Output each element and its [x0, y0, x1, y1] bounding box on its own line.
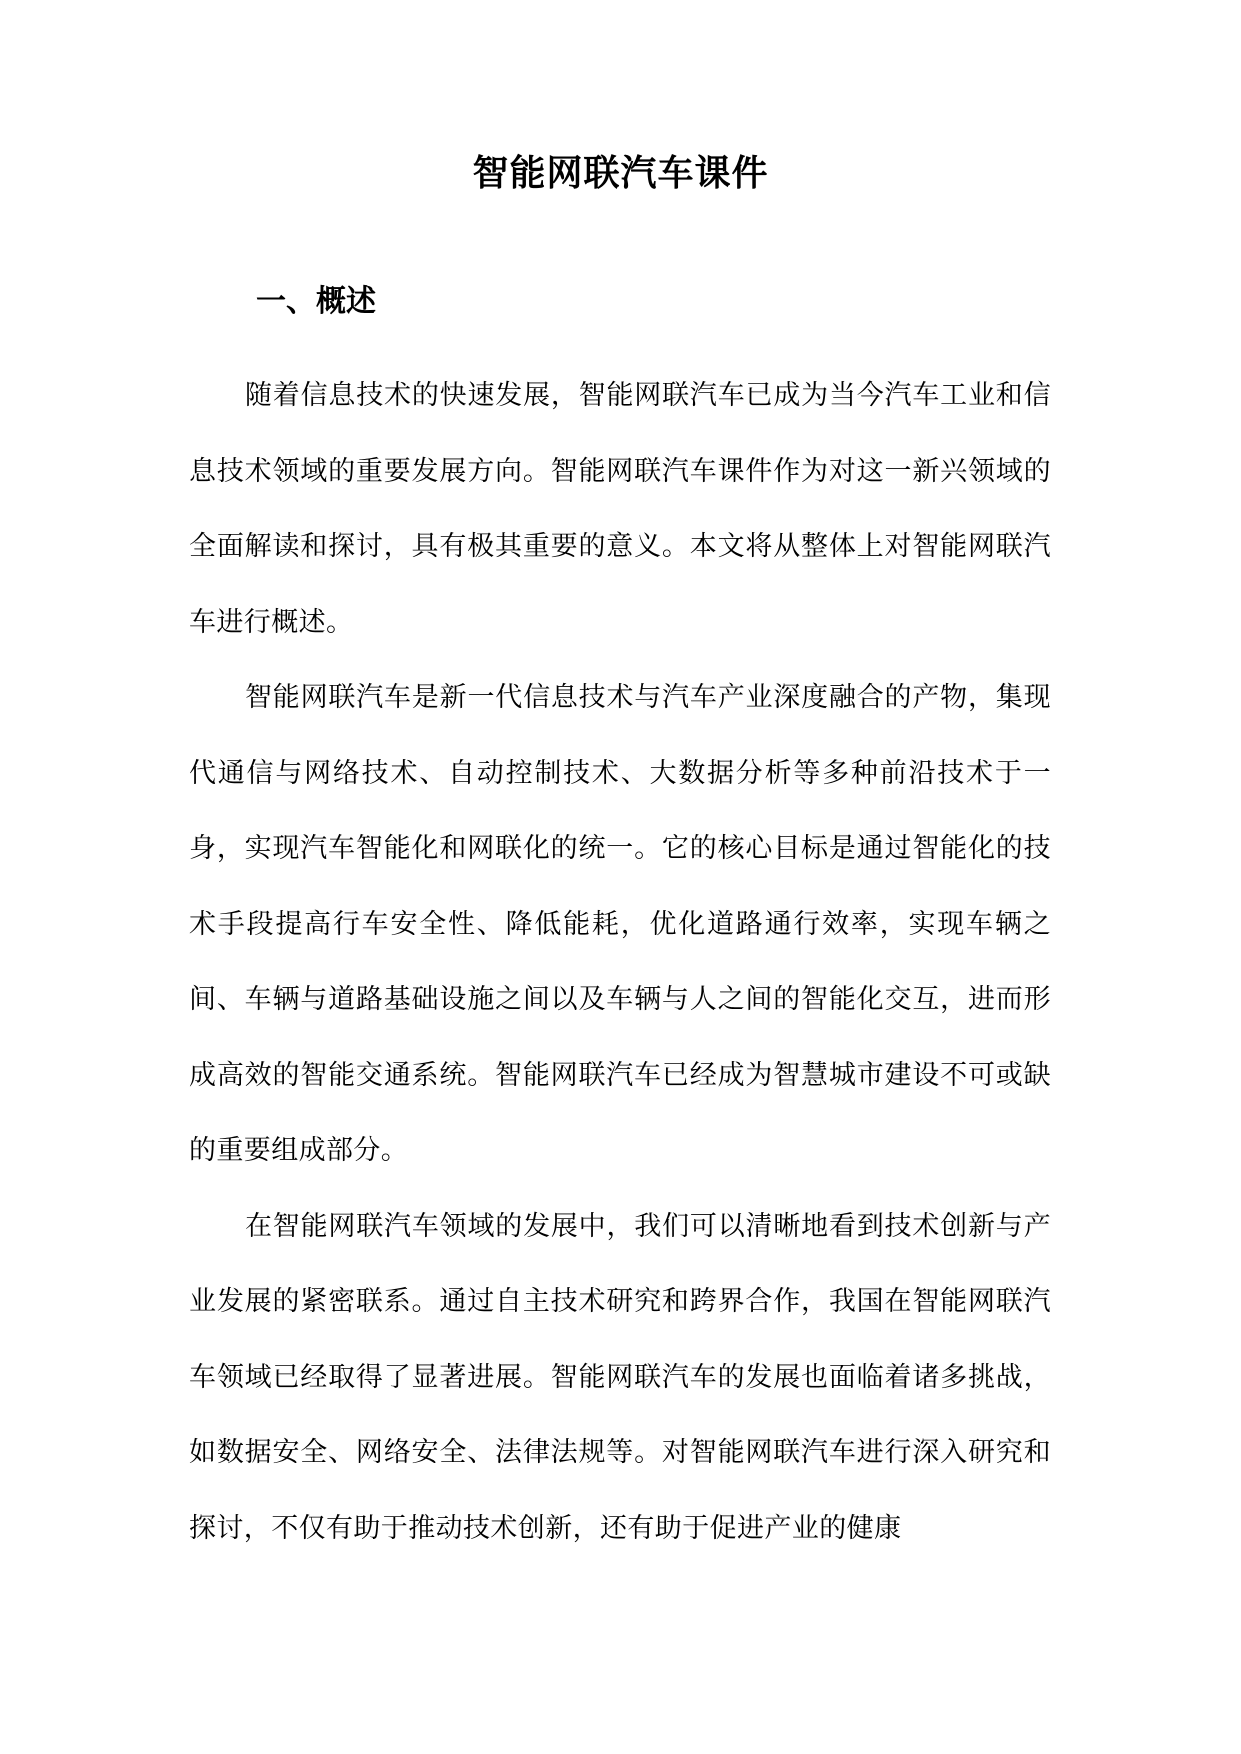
paragraph-2: 智能网联汽车是新一代信息技术与汽车产业深度融合的产物，集现代通信与网络技术、自动控制技术、大数据分析等多种前沿技术于一身，实现汽车智能化和网联化的统一。它的核心目标是通过智能化的技术手段提高行车安全性、降低能耗，优化道路通行效率，实现车辆之间、车辆与道路基础设施之间以及车辆与人之间的智能化交互，进而形成高效的智能交通系统。智能网联汽车已经成为智慧城市建设不可或缺的重要组成部分。	[189, 682, 1051, 1166]
paragraph-1: 随着信息技术的快速发展，智能网联汽车已成为当今汽车工业和信息技术领域的重要发展方向。智能网联汽车课件作为对这一新兴领域的全面解读和探讨，具有极其重要的意义。本文将从整体上对智能网联汽车进行概述。	[189, 380, 1051, 638]
body-text	[189, 358, 1051, 1566]
section-heading: 一、概述	[256, 284, 376, 319]
paragraph-3: 在智能网联汽车领域的发展中，我们可以清晰地看到技术创新与产业发展的紧密联系。通过自主技术研究和跨界合作，我国在智能网联汽车领域已经取得了显著进展。智能网联汽车的发展也面临着诸多挑战，如数据安全、网络安全、法律法规等。对智能网联汽车进行深入研究和探讨，不仅有助于推动技术创新，还有助于促进产业的健康	[189, 1210, 1051, 1544]
document-title: 智能网联汽车课件	[472, 153, 769, 194]
